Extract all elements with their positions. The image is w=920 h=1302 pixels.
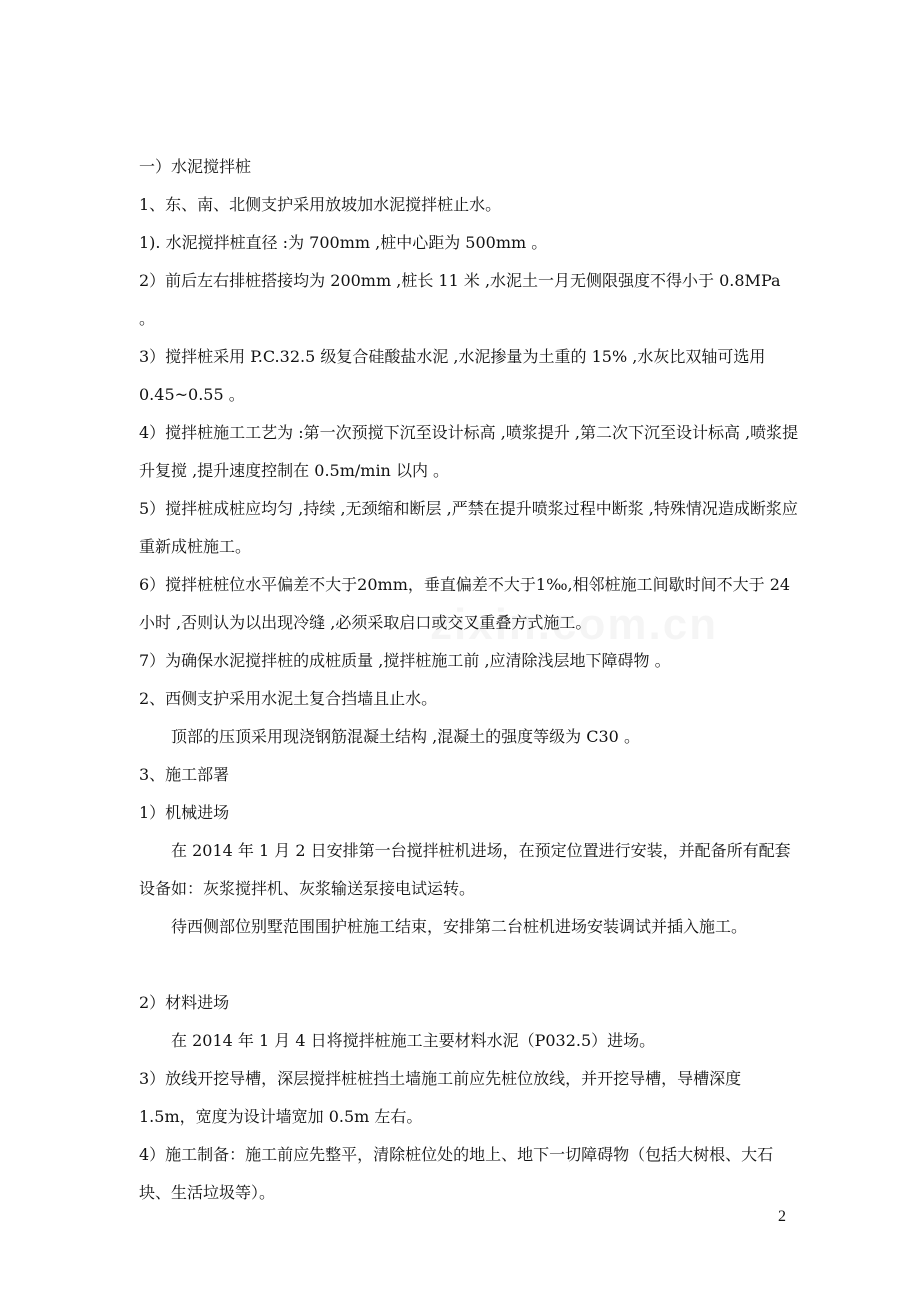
paragraph: 在 2014 年 1 月 4 日将搅拌桩施工主要材料水泥（P032.5）进场。 [171,1031,656,1050]
paragraph: 顶部的压顶采用现浇钢筋混凝土结构 ,混凝土的强度等级为 C30 。 [171,727,640,746]
paragraph: 2、西侧支护采用水泥土复合挡墙且止水。 [139,689,438,708]
paragraph: 3）搅拌桩采用 P.C.32.5 级复合硅酸盐水泥 ,水泥掺量为土重的 15% ,水灰比双轴可选用 0.45~0.55 。 [139,347,766,404]
page-number: 2 [778,1208,786,1225]
paragraph: 2）前后左右排桩搭接均为 200mm ,桩长 11 米 ,水泥土一月无侧限强度不得小于 0.8MPa 。 [139,271,781,328]
paragraph: 待西侧部位别墅范围围护桩施工结束，安排第二台桩机进场安装调试并插入施工。 [171,917,748,936]
paragraph: 1、东、南、北侧支护采用放坡加水泥搅拌桩止水。 [139,195,502,214]
paragraph: 2）材料进场 [139,993,230,1012]
paragraph: 6）搅拌桩桩位水平偏差不大于20mm，垂直偏差不大于1‰,相邻桩施工间歇时间不大于 24 小时 ,否则认为以出现冷缝 ,必须采取启口或交叉重叠方式施工。 [139,575,791,632]
paragraph: 4）搅拌桩施工工艺为 :第一次预搅下沉至设计标高 ,喷浆提升 ,第二次下沉至设计标高 ,喷浆提升复搅 ,提升速度控制在 0.5m/min 以内 。 [139,423,799,480]
paragraph: 4）施工制备：施工前应先整平，清除桩位处的地上、地下一切障碍物（包括大树根、大石块、生活垃圾等）。 [139,1145,774,1202]
paragraph: 5）搅拌桩成桩应均匀 ,持续 ,无颈缩和断层 ,严禁在提升喷浆过程中断浆 ,特殊情况造成断浆应重新成桩施工。 [139,499,798,556]
paragraph: 1）机械进场 [139,803,230,822]
paragraph: 3）放线开挖导槽，深层搅拌桩桩挡土墙施工前应先桩位放线，并开挖导槽，导槽深度 1.5m，宽度为设计墙宽加 0.5m 左右。 [139,1069,742,1126]
paragraph: 在 2014 年 1 月 2 日安排第一台搅拌桩机进场，在预定位置进行安装，并配备所有配套设备如：灰浆搅拌机、灰浆输送泵接电试运转。 [139,841,791,898]
paragraph: 7）为确保水泥搅拌桩的成桩质量 ,搅拌桩施工前 ,应清除浅层地下障碍物 。 [139,651,671,670]
paragraph: 3、施工部署 [139,765,230,784]
paragraph: 一）水泥搅拌桩 [139,157,252,176]
paragraph: 1). 水泥搅拌桩直径 :为 700mm ,桩中心距为 500mm 。 [139,233,548,252]
